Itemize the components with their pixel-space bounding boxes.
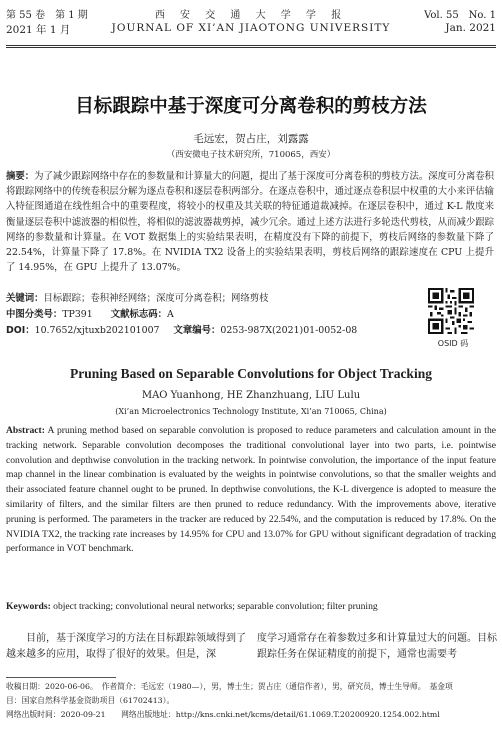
date-en: Jan. 2021	[445, 22, 496, 34]
abstract-en	[6, 424, 496, 557]
article-no-label: 文章编号：	[173, 325, 221, 336]
authors-cn: 毛远宏，贺占庄，刘露露	[193, 133, 309, 145]
journal-name-cn: 西 安 交 通 大 学 学 报	[154, 10, 348, 21]
keywords-en-label: Keywords:	[6, 601, 51, 612]
body-column-right: 度学习通常存在着参数过多和计算量过大的问题。目标跟踪任务在保证精度的前提下，通常也需要考	[257, 633, 497, 660]
doc-code: A	[167, 309, 174, 320]
volume-issue-cn: 第 55 卷 第 1 期	[6, 10, 88, 21]
abstract-en-label: Abstract:	[6, 425, 45, 436]
doc-code-label: 文献标志码：	[110, 309, 167, 320]
keywords-cn	[6, 290, 416, 304]
affiliation-cn: （西安微电子技术研究所，710065，西安）	[166, 150, 336, 160]
footnote-line-3: 网络出版时间：2020-09-21 网络出版地址：http://kns.cnki.net/kcms/detail/61.1069.T.20200920.1254.002.html	[6, 710, 440, 719]
abstract-cn-label: 摘要：	[6, 171, 35, 182]
abstract-en-text: A pruning method based on separable convolution is proposed to reduce parameters and calculation amount in the tracking network. Separable convolution decomposes the traditional convolutional layer into two parts, i.e. pointwise convolution and depthwise convolution in the tracking network. In pointwise convolution, the importance of the input feature map channel in the linear combination is evaluated by the weights in pointwise convolutions, so that the smaller weights and their associated feature channel ought to be pruned. In depthwise convolutions, the K-L divergence is adopted to measure the similarity of filters, and the similar filters are then pruned to reduce redundancy. With the improvements above, iterative pruning is performed. The parameters in the tracker are reduced by 22.54%, and the computation is reduced by 17.8%. On the NVIDIA TX2, the tracking rate increases by 14.95% for CPU and 13.07% for GPU without significant degradation of tracking performance in VOT benchmark.	[6, 425, 496, 555]
body-column-left: 目前，基于深度学习的方法在目标跟踪领域得到了越来越多的应用，取得了很好的效果。但是，深	[6, 633, 246, 660]
doi-value: 10.7652/xjtuxb202101007	[34, 325, 160, 336]
authors-en: MAO Yuanhong, HE Zhanzhuang, LIU Lulu	[141, 390, 361, 401]
volume-issue-en: Vol. 55 No. 1	[424, 10, 496, 21]
classification-line	[6, 306, 416, 320]
date-cn: 2021 年 1 月	[6, 24, 71, 36]
abstract-cn	[6, 169, 494, 275]
running-header	[0, 6, 502, 44]
abstract-cn-text: 为了减少跟踪网络中存在的参数量和计算量大的问题，提出了基于深度可分离卷积的剪枝方法。深度可分离卷积将跟踪网络中的传统卷积层分解为逐点卷积和逐层卷积两部分。在逐点卷积中，通过逐点卷积层中权重的大小来评估输入特征图通道在线性组合中的重要程度，将较小的权重及其关联的特征通道裁减掉。在逐层卷积中，通过 K-L 散度来衡量逐层卷积中滤波器的相似性，将相似的滤波器裁剪掉，减少冗余。通过上述方法进行多轮迭代剪枝，从而减少跟踪网络的参数量和计算量。在 VOT 数据集上的实验结果表明，在精度没有下降的前提下，剪枝后网络的参数量下降了 22.54%，计算量下降了 17.8%。在 NVIDIA TX2 设备上的实验结果表明，剪枝后网络的跟踪速度在 CPU 上提升了 14.95%，在 GPU 上提升了 13.07%。	[6, 171, 494, 274]
affiliation-en: (Xi’an Microelectronics Technology Institute, Xi’an 710065, China)	[115, 407, 387, 416]
footnote-separator	[6, 677, 116, 678]
clc-label: 中图分类号：	[6, 309, 63, 320]
doi-line	[6, 322, 416, 336]
keywords-en	[6, 601, 496, 612]
osid-qr-code-icon[interactable]	[428, 288, 474, 334]
header-rule	[6, 45, 496, 46]
footnote-line-1: 收稿日期：2020-06-06。 作者简介：毛远宏（1980—），男，博士生；贺占庄（通信作者），男，研究员，博士生导师。 基金项	[6, 682, 453, 691]
article-no: 0253-987X(2021)01-0052-08	[220, 325, 358, 336]
keywords-cn-label: 关键词：	[6, 293, 44, 304]
keywords-en-text: object tracking; convolutional neural networks; separable convolution; filter pruning	[50, 601, 378, 612]
paper-title-en: Pruning Based on Separable Convolutions for Object Tracking	[70, 366, 432, 381]
keywords-cn-text: 目标跟踪；卷积神经网络；深度可分离卷积；网络剪枝	[43, 293, 269, 304]
doi-label: DOI：	[6, 325, 35, 336]
footnotes	[6, 680, 496, 722]
osid-label: OSID 码	[437, 339, 469, 348]
footnote-line-2: 目：国家自然科学基金资助项目（61702413）。	[6, 696, 175, 705]
clc-code: TP391	[62, 309, 93, 320]
paper-title-cn: 目标跟踪中基于深度可分离卷积的剪枝方法	[75, 96, 427, 117]
header-rule-double	[6, 47, 496, 48]
journal-name-en: JOURNAL OF XI’AN JIAOTONG UNIVERSITY	[111, 22, 391, 34]
